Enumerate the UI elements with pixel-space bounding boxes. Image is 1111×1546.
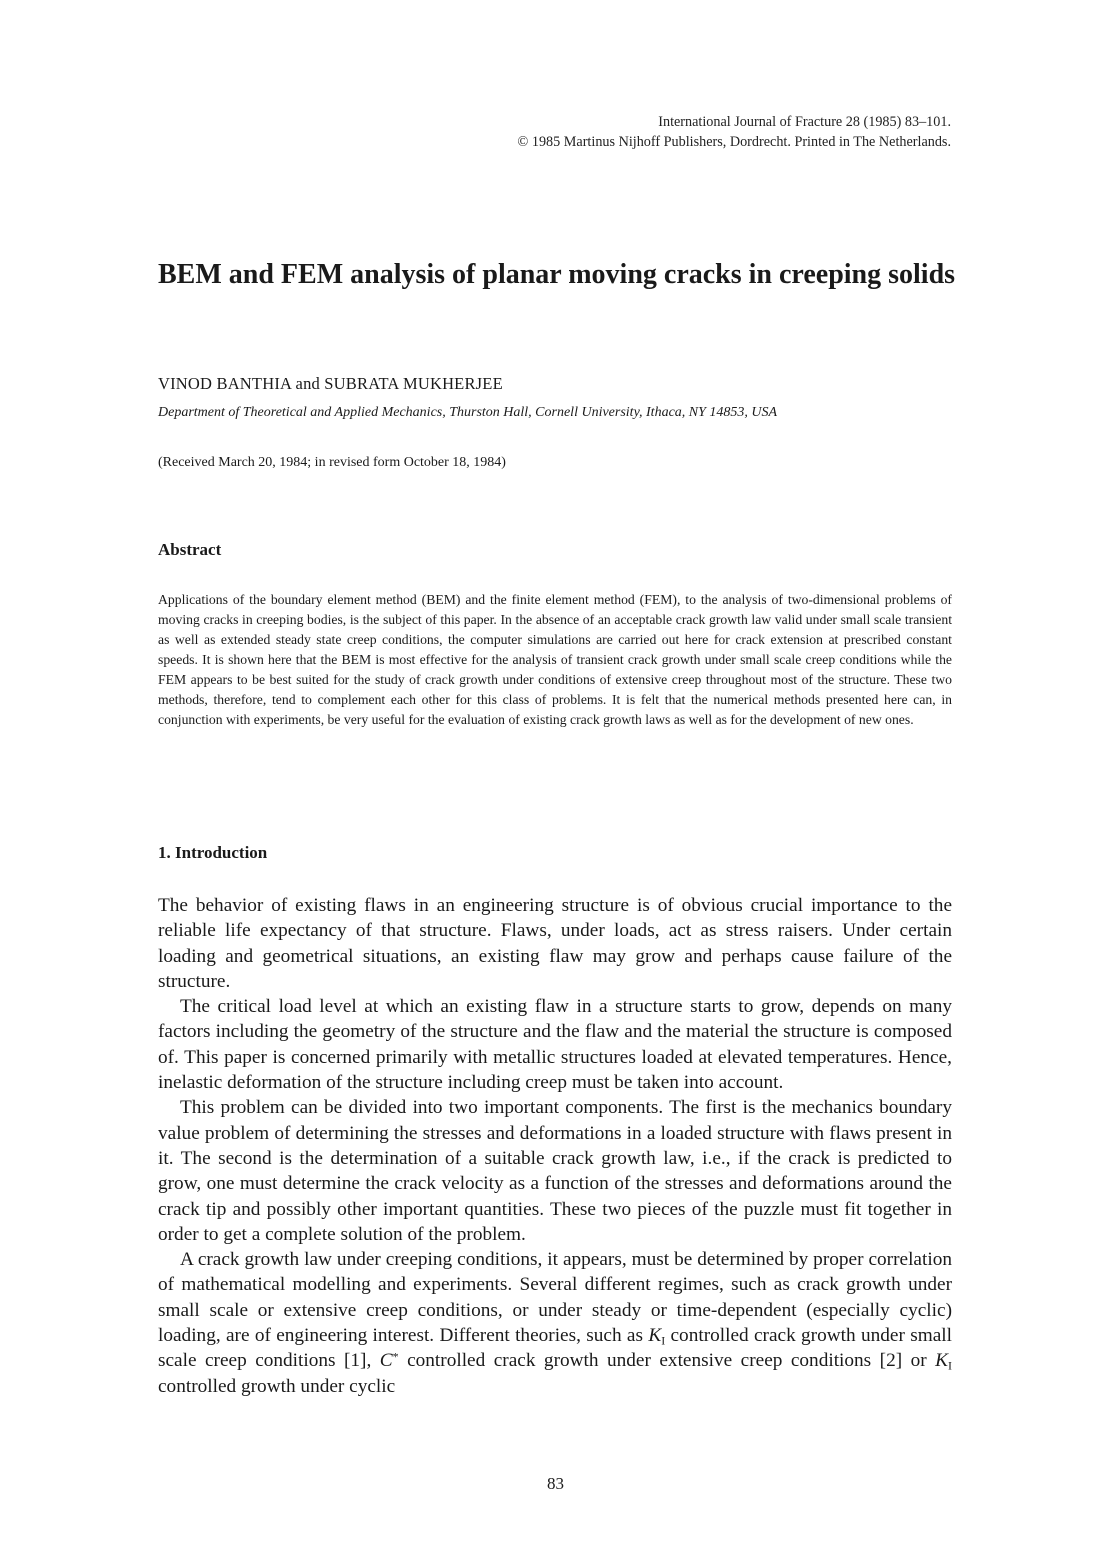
- paragraph-4: [158, 1247, 952, 1399]
- abstract-text: Applications of the boundary element method (BEM) and the finite element method (FEM), to the analysis of two-dimensional problems of moving cracks in creeping bodies, is the subject of this paper. In the absence of an acceptable crack growth law valid under small scale transient as well as extended steady state creep conditions, the computer simulations are carried out here for crack extension at prescribed constant speeds. It is shown here that the BEM is most effective for the analysis of transient crack growth under small scale creep conditions while the FEM appears to be best suited for the study of crack growth under conditions of extensive creep throughout most of the structure. These two methods, therefore, tend to complement each other for this class of problems. It is felt that the numerical methods presented here can, in conjunction with experiments, be very useful for the evaluation of existing crack growth laws as well as for the development of new ones.: [158, 592, 952, 727]
- symbol-k1: K: [648, 1325, 662, 1347]
- copyright-line: © 1985 Martinus Nijhoff Publishers, Dordrecht. Printed in The Netherlands.: [517, 134, 951, 150]
- paragraph-4-text-d: controlled growth under cyclic: [158, 1375, 396, 1397]
- symbol-c-star-superscript: *: [392, 1349, 399, 1364]
- introduction-body: [158, 893, 952, 1399]
- paragraph-3: This problem can be divided into two important components. The first is the mechanics boundary value problem of determining the stresses and deformations in a loaded structure with flaws present in it. The second is the determination of a suitable crack growth law, i.e., if the crack is predicted to grow, one must determine the crack velocity as a function of the stresses and deformations around the crack tip and possibly other important quantities. These two pieces of the puzzle must fit together in order to get a complete solution of the problem.: [158, 1097, 952, 1245]
- paragraph-1: The behavior of existing flaws in an engineering structure is of obvious crucial importance to the reliable life expectancy of that structure. Flaws, under loads, act as stress raisers. Under certain loading and geometrical situations, an existing flaw may grow and perhaps cause failure of the structure.: [158, 895, 952, 992]
- authors: VINOD BANTHIA and SUBRATA MUKHERJEE: [158, 374, 503, 393]
- affiliation: Department of Theoretical and Applied Mechanics, Thurston Hall, Cornell University, Ithaca, NY 14853, USA: [158, 405, 778, 420]
- symbol-c-star: C: [379, 1350, 393, 1372]
- paragraph-4-text-c: controlled crack growth under extensive creep conditions [2] or: [398, 1350, 936, 1372]
- symbol-k1-subscript: I: [661, 1333, 666, 1348]
- abstract-heading: Abstract: [158, 540, 222, 559]
- paper-title: BEM and FEM analysis of planar moving cracks in creeping solids: [158, 259, 956, 290]
- received-dates: (Received March 20, 1984; in revised form October 18, 1984): [158, 455, 506, 470]
- symbol-k1-subscript: I: [948, 1358, 952, 1373]
- section-heading-introduction: 1. Introduction: [158, 843, 268, 862]
- journal-header: [518, 112, 951, 152]
- symbol-k1: K: [935, 1350, 949, 1372]
- journal-citation: International Journal of Fracture 28 (1985) 83–101.: [658, 114, 951, 130]
- paragraph-4-text-a: A crack growth law under creeping conditions, it appears, must be determined by proper correlation of mathematical modelling and experiments. Several different regimes, such as crack growth under small scale or extensive creep conditions, or under steady or time-dependent (especially cyclic) loading, are of engineering interest. Different theories, such as: [158, 1249, 952, 1347]
- page-number: 83: [547, 1474, 564, 1493]
- paragraph-2: The critical load level at which an existing flaw in a structure starts to grow, depends on many factors including the geometry of the structure and the flaw and the material the structure is composed of. This paper is concerned primarily with metallic structures loaded at elevated temperatures. Hence, inelastic deformation of the structure including creep must be taken into account.: [158, 996, 952, 1094]
- paragraph-4-text-b: controlled crack growth under small scale creep conditions [1],: [158, 1325, 952, 1372]
